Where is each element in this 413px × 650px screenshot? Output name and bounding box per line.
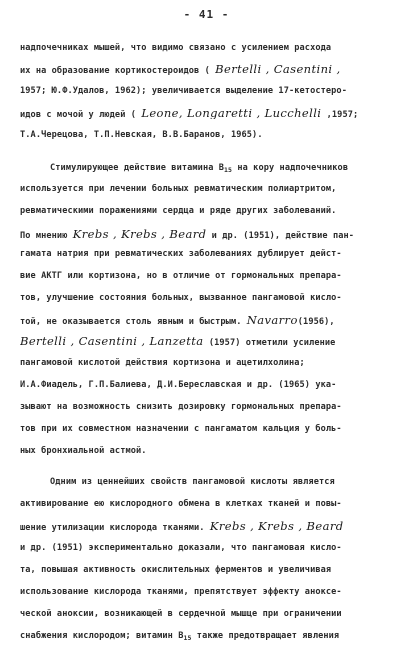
typed-text: пангамовой кислотой действия кортизона и ацетилхолина; — [20, 358, 305, 368]
text-line — [20, 586, 400, 598]
typed-text: ,1957; — [321, 110, 359, 119]
handwritten-author-names: Navarro — [246, 314, 298, 326]
typed-text: зывают на возможность снизить дозировку гормональных препара- — [20, 402, 342, 412]
typed-text: их на образование кортикостероидов ( — [20, 66, 216, 75]
typed-text: Одним из ценнейших свойств пангамовой кислоты является — [50, 477, 335, 487]
subscript-number: 15 — [183, 634, 192, 642]
typed-text: ческой аноксии, возникающей в сердечной мышце при ограничении — [20, 609, 342, 619]
typed-text: идов с мочой у людей ( — [20, 110, 142, 119]
typed-text: тов, улучшение состояния больных, вызванное пангамовой кисло- — [20, 293, 342, 303]
text-line — [20, 314, 400, 326]
text-line — [20, 423, 400, 435]
handwritten-author-names: Leone, Longaretti , Lucchelli — [141, 107, 322, 119]
typed-text: использование кислорода тканями, препятствует эффекту аноксе- — [20, 587, 342, 597]
typed-text: та, повышая активность окислительных ферментов и увеличивая — [20, 565, 332, 575]
typed-text: По мнению — [20, 231, 73, 240]
text-line — [20, 401, 400, 413]
typed-text: Стимулирующее действие витамина В — [50, 163, 225, 173]
typed-text: ных бронхиальной астмой. — [20, 446, 147, 456]
typed-text: шение утилизации кислорода тканями. — [20, 523, 210, 532]
typed-text: и др. (1951), действие пан- — [206, 231, 355, 240]
text-line — [20, 630, 400, 642]
text-line — [20, 270, 400, 282]
text-line — [20, 63, 400, 75]
typed-text: той, не оказывается столь явным и быстрым. — [20, 317, 247, 326]
text-line — [50, 476, 400, 488]
text-line — [20, 205, 400, 217]
text-line — [20, 42, 400, 54]
text-line — [20, 498, 400, 510]
text-line — [20, 564, 400, 576]
typed-text: (1956), — [297, 317, 335, 326]
text-line — [20, 608, 400, 620]
typed-text: используется при лечении больных ревматическим полиартритом, — [20, 184, 337, 194]
text-line — [50, 162, 400, 174]
text-line — [20, 228, 400, 240]
typed-text: гамата натрия при ревматических заболеваниях дублирует дейст- — [20, 249, 342, 259]
text-line — [20, 357, 400, 369]
typed-text: и др. (1951) экспериментально доказали, что пангамовая кисло- — [20, 543, 342, 553]
typed-text: тов при их совместном назначении с пангаматом кальция у боль- — [20, 424, 342, 434]
text-line — [20, 85, 400, 97]
text-line — [20, 445, 400, 457]
typed-text: (1957) отметили усиление — [203, 338, 336, 347]
typed-text: надпочечниках мышей, что видимо связано с усилением расхода — [20, 43, 332, 53]
text-line — [20, 107, 400, 119]
text-line — [20, 248, 400, 260]
text-line — [20, 520, 400, 532]
handwritten-author-names: Bertelli , Casentini , — [215, 63, 341, 75]
text-line — [20, 379, 400, 391]
typed-text: ревматическими поражениями сердца и ряде других заболеваний. — [20, 206, 337, 216]
typed-text: вие АКТГ или кортизона, но в отличие от гормональных препара- — [20, 271, 342, 281]
typed-text: 1957; Ю.Ф.Удалов, 1962); увеличивается выделение 17-кетостеро- — [20, 86, 347, 96]
typed-text: на кору надпочечников — [232, 163, 349, 173]
text-line — [20, 335, 400, 347]
typed-text: активирование ею кислородного обмена в клетках тканей и повы- — [20, 499, 342, 509]
text-line — [20, 183, 400, 195]
typed-text: И.А.Фиадель, Г.П.Балиева, Д.И.Береславская и др. (1965) ука- — [20, 380, 337, 390]
subscript-number: 15 — [224, 166, 233, 174]
typed-text: снабжения кислородом; витамин В — [20, 631, 184, 641]
handwritten-author-names: Bertelli , Casentini , Lanzetta — [20, 335, 204, 347]
handwritten-author-names: Krebs , Krebs , Beard — [72, 228, 207, 240]
page-number: - 41 - — [183, 8, 230, 21]
handwritten-author-names: Krebs , Krebs , Beard — [209, 520, 344, 532]
typed-text: Т.А.Черецова, Т.П.Невская, В.В.Баранов, 1965). — [20, 130, 263, 140]
text-line — [20, 292, 400, 304]
text-line — [20, 129, 400, 141]
text-line — [20, 542, 400, 554]
typed-text: также предотвращает явления — [191, 631, 340, 641]
